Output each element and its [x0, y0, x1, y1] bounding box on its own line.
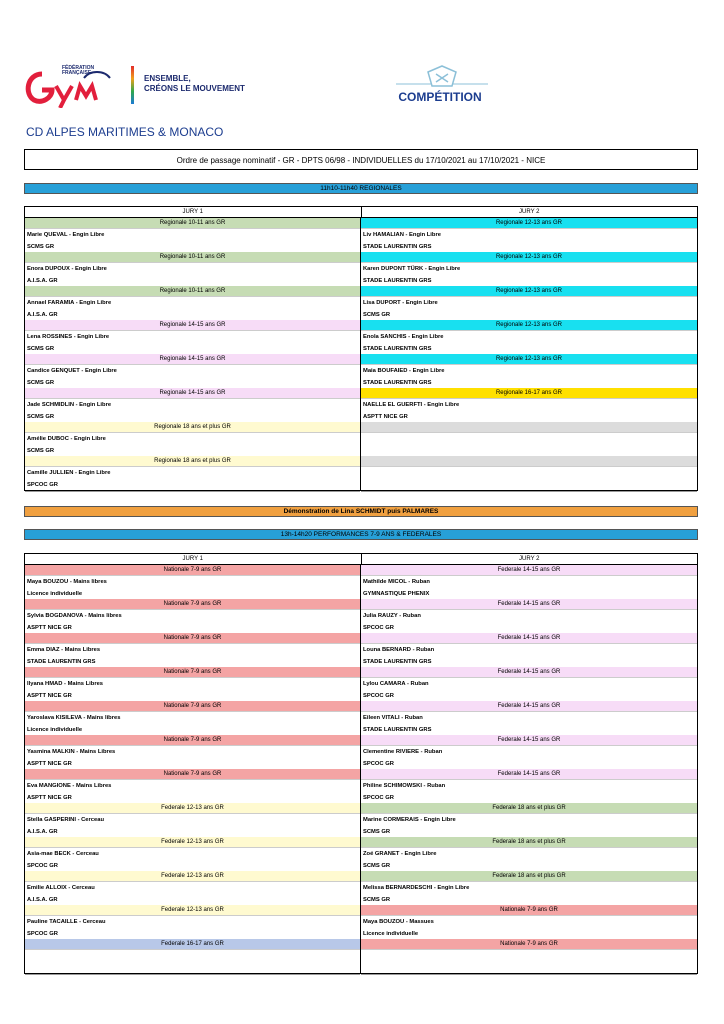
jury2-label: JURY 2 [519, 209, 540, 215]
club-name: SPCOC GR [361, 758, 697, 771]
schedule-entry [361, 905, 697, 939]
club-name: SCMS GR [25, 241, 360, 254]
category-label: Regionale 18 ans et plus GR [25, 456, 360, 467]
club-name: SCMS GR [25, 377, 360, 390]
session2-title: 13h-14h20 PERFORMANCES 7-9 ANS & FEDERALES [24, 529, 698, 540]
session1-table [24, 206, 698, 491]
category-label: Nationale 7-9 ans GR [25, 599, 360, 610]
gymnast-name: Maya BOUZOU - Massues [363, 919, 434, 925]
category-label: Regionale 12-13 ans GR [361, 218, 697, 229]
gymnast-name: Lena ROSSINES - Engin Libre [27, 334, 110, 340]
gymnast-name: Eva MANGIONE - Mains Libres [27, 783, 112, 789]
gymnast-name: Asia-mae BECK - Cerceau [27, 851, 99, 857]
category-label: Regionale 18 ans et plus GR [25, 422, 360, 433]
category-label: Federale 12-13 ans GR [25, 837, 360, 848]
schedule-entry [361, 565, 697, 599]
club-name: STADE LAURENTIN GRS [361, 656, 697, 669]
club-name: SCMS GR [361, 860, 697, 873]
gymnast-name: Yasmina MALKIN - Mains Libres [27, 749, 116, 755]
club-name: STADE LAURENTIN GRS [361, 343, 697, 356]
gymnast-name: Louna BERNARD - Ruban [363, 647, 435, 653]
club-name: STADE LAURENTIN GRS [25, 656, 360, 669]
category-label: Regionale 14-15 ans GR [25, 354, 360, 365]
jury2-column [361, 218, 697, 490]
category-label: Nationale 7-9 ans GR [25, 565, 360, 576]
session2-table [24, 553, 698, 974]
schedule-entry [25, 803, 360, 837]
schedule-entry [25, 565, 360, 599]
club-name: Licence individuelle [25, 588, 360, 601]
schedule-entry [361, 769, 697, 803]
club-name: STADE LAURENTIN GRS [361, 377, 697, 390]
schedule-entry [25, 252, 360, 286]
gymnast-name: Stella GASPERINI - Cerceau [27, 817, 104, 823]
jury1-column [25, 565, 361, 973]
schedule-entry [361, 320, 697, 354]
category-label: Regionale 14-15 ans GR [25, 320, 360, 331]
schedule-entry [25, 871, 360, 905]
category-label: Nationale 7-9 ans GR [361, 939, 697, 950]
schedule-entry [361, 286, 697, 320]
club-name: SPCOC GR [25, 479, 360, 492]
schedule-entry [25, 701, 360, 735]
category-label: Regionale 12-13 ans GR [361, 252, 697, 263]
gymnast-name: Philine SCHIMOWSKI - Ruban [363, 783, 446, 789]
club-name [361, 962, 697, 975]
schedule-entry [25, 905, 360, 939]
category-label: Nationale 7-9 ans GR [25, 701, 360, 712]
gymnast-name: Mathilde MICOL - Ruban [363, 579, 430, 585]
gymnast-name: Yaroslava KISILEVA - Mains libres [27, 715, 121, 721]
schedule-entry [361, 252, 697, 286]
category-label: Regionale 10-11 ans GR [25, 218, 360, 229]
category-label: Federale 14-15 ans GR [361, 769, 697, 780]
gymnast-name: Enola SANCHIS - Engin Libre [363, 334, 444, 340]
gymnast-name [361, 433, 697, 445]
category-label [361, 456, 697, 467]
category-label: Nationale 7-9 ans GR [25, 633, 360, 644]
schedule-entry [361, 354, 697, 388]
schedule-entry [361, 422, 697, 456]
club-name: ASPTT NICE GR [25, 690, 360, 703]
schedule-entry [361, 803, 697, 837]
gymnast-name: Pauline TACAILLE - Cerceau [27, 919, 106, 925]
category-label: Nationale 7-9 ans GR [361, 905, 697, 916]
demo-banner: Démonstration de Lina SCHMIDT puis PALMARES [24, 506, 698, 517]
category-label: Federale 14-15 ans GR [361, 565, 697, 576]
schedule-entry [361, 218, 697, 252]
club-name: SPCOC GR [361, 622, 697, 635]
gymnast-name: Lylou CAMARA - Ruban [363, 681, 429, 687]
club-name: SPCOC GR [361, 690, 697, 703]
category-label: Federale 18 ans et plus GR [361, 803, 697, 814]
club-name: Licence individuelle [361, 928, 697, 941]
gymnast-name: Candice GENQUET - Engin Libre [27, 368, 117, 374]
category-label: Regionale 14-15 ans GR [25, 388, 360, 399]
schedule-entry [25, 354, 360, 388]
jury-header [25, 554, 697, 565]
schedule-entry [361, 701, 697, 735]
gymnast-name: Sylvia BOGDANOVA - Mains libres [27, 613, 122, 619]
schedule-entry [25, 422, 360, 456]
club-name: STADE LAURENTIN GRS [361, 275, 697, 288]
slogan: ENSEMBLE, CRÉONS LE MOUVEMENT [144, 74, 245, 93]
schedule-entry [361, 667, 697, 701]
gymnast-name: Emma DIAZ - Mains Libres [27, 647, 101, 653]
category-label: Regionale 10-11 ans GR [25, 252, 360, 263]
category-label: Federale 12-13 ans GR [25, 803, 360, 814]
club-name: GYMNASTIQUE PHENIX [361, 588, 697, 601]
jury2-label: JURY 2 [519, 556, 540, 562]
page-title: Ordre de passage nominatif - GR - DPTS 06/98 - INDIVIDUELLES du 17/10/2021 au 17/10/2021 - NICE [24, 149, 698, 170]
club-name: A.I.S.A. GR [25, 309, 360, 322]
category-label: Regionale 16-17 ans GR [361, 388, 697, 399]
jury1-column [25, 218, 361, 490]
club-name: SPCOC GR [25, 928, 360, 941]
category-label: Federale 12-13 ans GR [25, 871, 360, 882]
club-name: SCMS GR [25, 411, 360, 424]
schedule-entry [361, 388, 697, 422]
club-name: SCMS GR [361, 894, 697, 907]
gymnast-name: Marine CORMERAIS - Engin Libre [363, 817, 456, 823]
gymnast-name: Maya BOUZOU - Mains libres [27, 579, 107, 585]
schedule-entry [361, 735, 697, 769]
gymnast-name: Eileen VITALI - Ruban [363, 715, 423, 721]
club-name: STADE LAURENTIN GRS [361, 241, 697, 254]
gymnast-name: Emilie ALLOIX - Cerceau [27, 885, 95, 891]
competition-label: COMPÉTITION [398, 90, 482, 104]
club-name: SCMS GR [25, 445, 360, 458]
schedule-entry [25, 735, 360, 769]
category-label: Federale 14-15 ans GR [361, 701, 697, 712]
club-name: Licence individuelle [25, 724, 360, 737]
jury1-label: JURY 1 [25, 554, 362, 564]
club-name: ASPTT NICE GR [361, 411, 697, 424]
schedule-entry [361, 871, 697, 905]
brand-bar [131, 66, 134, 104]
gymnast-name: Julia RAUZY - Ruban [363, 613, 421, 619]
category-label: Regionale 12-13 ans GR [361, 320, 697, 331]
jury1-label: JURY 1 [25, 207, 362, 217]
gymnast-name: Jade SCHMIDLIN - Engin Libre [27, 402, 112, 408]
gymnast-name [361, 950, 697, 962]
schedule-entry [361, 599, 697, 633]
gymnast-name: Annael FARAMIA - Engin Libre [27, 300, 112, 306]
gymnast-name: Melissa BERNARDESCHI - Engin Libre [363, 885, 470, 891]
gymnast-name: Amélie DUBOC - Engin Libre [27, 436, 106, 442]
schedule-entry [25, 599, 360, 633]
category-label [361, 422, 697, 433]
schedule-entry [25, 769, 360, 803]
schedule-entry [25, 456, 360, 490]
schedule-entry [361, 837, 697, 871]
club-name: ASPTT NICE GR [25, 792, 360, 805]
gymnast-name: Camille JULLIEN - Engin Libre [27, 470, 111, 476]
gymnast-name: Enora DUPOUX - Engin Libre [27, 266, 107, 272]
category-label: Nationale 7-9 ans GR [25, 769, 360, 780]
gymnast-name [361, 467, 697, 479]
category-label: Regionale 12-13 ans GR [361, 354, 697, 365]
club-name: SCMS GR [361, 309, 697, 322]
club-name: A.I.S.A. GR [25, 894, 360, 907]
club-name: SPCOC GR [361, 792, 697, 805]
category-label: Nationale 7-9 ans GR [25, 667, 360, 678]
gymnast-name: Lisa DUPORT - Engin Libre [363, 300, 438, 306]
schedule-entry [25, 667, 360, 701]
gymnast-name: Karen DUPONT TÜRK - Engin Libre [363, 266, 461, 272]
club-name: SPCOC GR [25, 860, 360, 873]
session1-title: 11h10-11h40 REGIONALES [24, 183, 698, 194]
category-label: Federale 18 ans et plus GR [361, 837, 697, 848]
club-name: SCMS GR [25, 343, 360, 356]
federation-text: FÉDÉRATION FRANÇAISE [62, 65, 95, 76]
club-name [361, 479, 697, 492]
category-label: Federale 18 ans et plus GR [361, 871, 697, 882]
category-label: Federale 14-15 ans GR [361, 633, 697, 644]
club-name: SCMS GR [361, 826, 697, 839]
gymnast-name: Maia BOUFAIED - Engin Libre [363, 368, 445, 374]
category-label: Nationale 7-9 ans GR [25, 735, 360, 746]
gymnast-name: Clementine RIVIERE - Ruban [363, 749, 443, 755]
gymnast-name [25, 950, 360, 962]
category-label: Federale 14-15 ans GR [361, 667, 697, 678]
club-name [25, 962, 360, 975]
schedule-entry [25, 388, 360, 422]
club-name: A.I.S.A. GR [25, 826, 360, 839]
category-label: Federale 14-15 ans GR [361, 599, 697, 610]
schedule-entry [361, 633, 697, 667]
gymnast-name: Liv HAMALIAN - Engin Libre [363, 232, 441, 238]
schedule-entry [25, 837, 360, 871]
club-name: ASPTT NICE GR [25, 622, 360, 635]
club-name: STADE LAURENTIN GRS [361, 724, 697, 737]
committee-title: CD ALPES MARITIMES & MONACO [26, 125, 224, 139]
schedule-entry [25, 286, 360, 320]
category-label: Regionale 10-11 ans GR [25, 286, 360, 297]
schedule-entry [25, 320, 360, 354]
category-label: Regionale 12-13 ans GR [361, 286, 697, 297]
gymnast-name: NAELLE EL GUERFTI - Engin Libre [363, 402, 460, 408]
schedule-entry [25, 633, 360, 667]
jury2-column [361, 565, 697, 973]
schedule-entry [25, 218, 360, 252]
club-name: A.I.S.A. GR [25, 275, 360, 288]
club-name: ASPTT NICE GR [25, 758, 360, 771]
category-label: Federale 12-13 ans GR [25, 905, 360, 916]
schedule-entry [361, 456, 697, 490]
schedule-entry [361, 939, 697, 973]
gymnast-name: Marie QUEVAL - Engin Libre [27, 232, 105, 238]
category-label: Federale 14-15 ans GR [361, 735, 697, 746]
gymnast-name: Ilyana HMAD - Mains Libres [27, 681, 104, 687]
category-label: Federale 16-17 ans GR [25, 939, 360, 950]
schedule-entry [25, 939, 360, 973]
jury-header [25, 207, 697, 218]
gymnast-name: Zoé GRANET - Engin Libre [363, 851, 437, 857]
